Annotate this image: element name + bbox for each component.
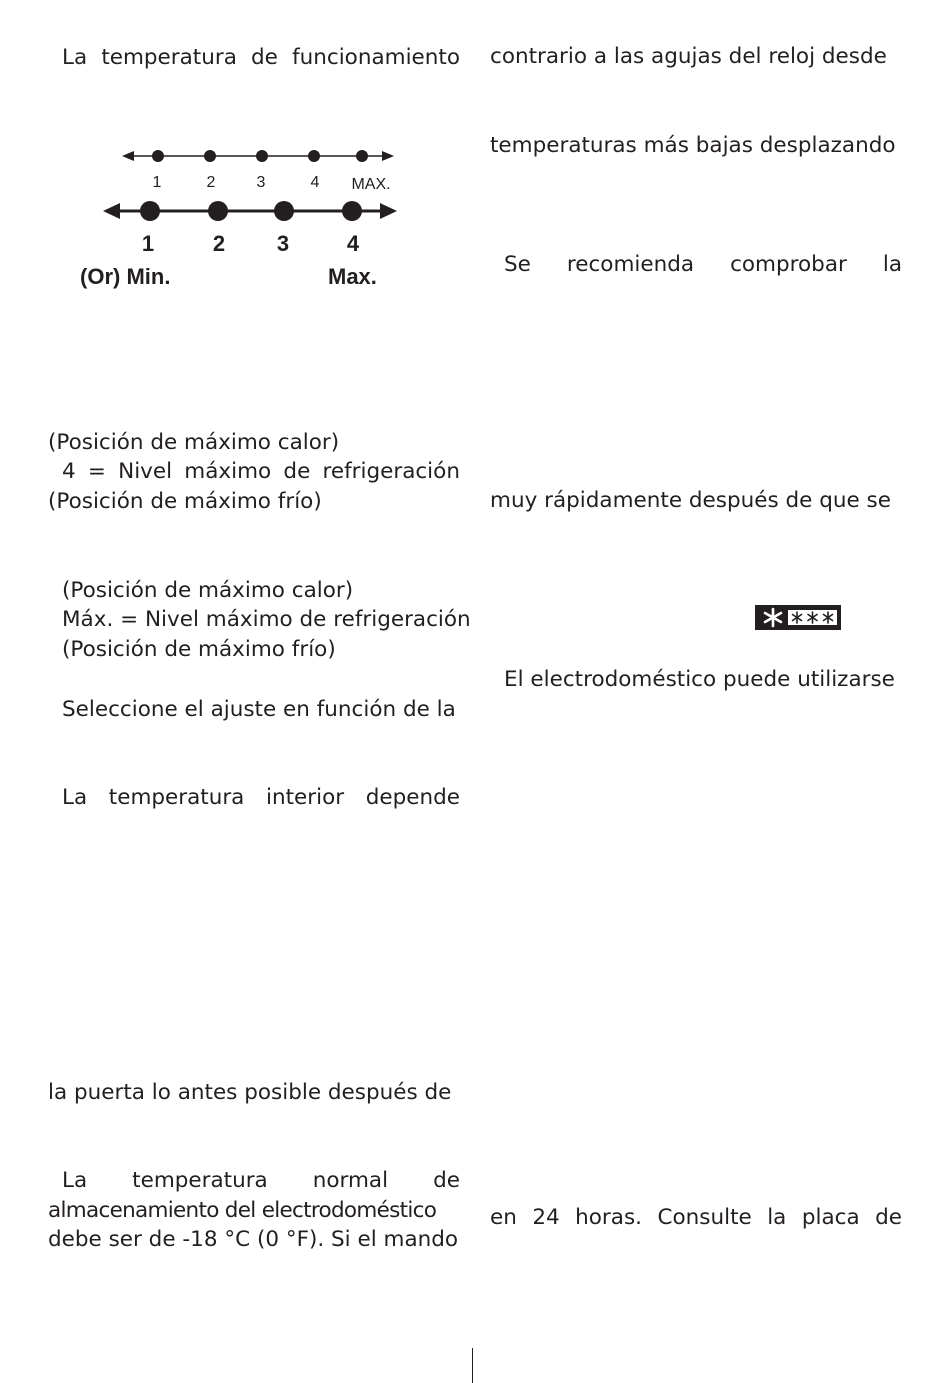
word: de — [433, 1168, 460, 1193]
word: temperatura — [101, 45, 237, 70]
word: la — [767, 1205, 787, 1230]
large-scale-dot — [274, 201, 294, 221]
freezer-star-rating-icon — [755, 605, 841, 630]
word: la — [882, 252, 902, 277]
word: Nivel — [118, 459, 173, 484]
word: de — [875, 1205, 902, 1230]
text-line: almacenamiento del electrodoméstico — [48, 1198, 437, 1223]
text-line: El electrodoméstico puede utilizarse — [504, 667, 895, 692]
small-scale-label: 3 — [256, 174, 266, 191]
word: funcionamiento — [292, 45, 460, 70]
large-scale-dot — [342, 201, 362, 221]
small-scale-label: 2 — [206, 174, 216, 191]
text-line: Máx. = Nivel máximo de refrigeración — [62, 607, 471, 632]
word: horas. — [575, 1205, 642, 1230]
small-scale-right-arrow-icon — [382, 151, 394, 161]
small-scale-dot — [256, 150, 268, 162]
word: La — [62, 1168, 88, 1193]
large-scale-label: 1 — [141, 231, 155, 256]
min-label: (Or) Min. — [80, 264, 171, 289]
small-scale-dot — [308, 150, 320, 162]
word: Se — [504, 252, 531, 277]
text-line-justified — [62, 1166, 460, 1196]
large-scale-dot — [208, 201, 228, 221]
word: 4 — [62, 459, 76, 484]
text-line-justified — [62, 783, 460, 813]
paragraph-operating-temperature — [62, 43, 460, 73]
text-line-justified — [504, 250, 902, 280]
word: La — [62, 45, 88, 70]
text-line: debe ser de -18 °C (0 °F). Si el mando — [48, 1227, 459, 1252]
word: comprobar — [730, 252, 847, 277]
text-line: (Posición de máximo frío) — [62, 637, 336, 662]
word: normal — [312, 1168, 389, 1193]
word: en — [490, 1205, 517, 1230]
text-line: temperaturas más bajas desplazando — [490, 133, 896, 158]
word: máximo — [184, 459, 272, 484]
small-scale-label: 1 — [152, 174, 162, 191]
word: = — [87, 459, 106, 484]
word: interior — [266, 785, 345, 810]
small-scale-dot — [204, 150, 216, 162]
word: recomienda — [566, 252, 695, 277]
text-line: Seleccione el ajuste en función de la — [62, 697, 456, 722]
small-scale-label: 4 — [310, 174, 320, 191]
text-line: (Posición de máximo calor) — [62, 578, 354, 603]
text-line: contrario a las agujas del reloj desde — [490, 44, 887, 69]
large-scale-left-arrow-icon — [103, 203, 120, 219]
small-scale-label: MAX. — [351, 176, 391, 193]
text-line: muy rápidamente después de que se — [490, 488, 891, 513]
word: de — [283, 459, 311, 484]
word: 24 — [532, 1205, 560, 1230]
word: de — [251, 45, 278, 70]
page-divider — [472, 1348, 473, 1383]
word: temperatura — [108, 785, 245, 810]
word: refrigeración — [322, 459, 460, 484]
large-scale-label: 4 — [346, 231, 360, 256]
max-label: Max. — [328, 264, 377, 289]
small-scale-dot — [152, 150, 164, 162]
text-line: la puerta lo antes posible después de — [48, 1080, 452, 1105]
text-line-justified — [62, 457, 460, 487]
text-line-justified — [490, 1203, 902, 1233]
word: depende — [365, 785, 460, 810]
text-line: (Posición de máximo frío) — [48, 489, 322, 514]
large-scale-label: 2 — [212, 231, 226, 256]
large-scale-label: 3 — [276, 231, 290, 256]
large-scale-dot — [140, 201, 160, 221]
word: Consulte — [657, 1205, 752, 1230]
large-scale-right-arrow-icon — [380, 203, 397, 219]
small-scale-dot — [356, 150, 368, 162]
text-line: (Posición de máximo calor) — [48, 430, 340, 455]
word: La — [62, 785, 88, 810]
word: temperatura — [132, 1168, 268, 1193]
thermostat-dial-diagram — [70, 135, 410, 305]
word: placa — [801, 1205, 860, 1230]
small-scale-left-arrow-icon — [122, 151, 134, 161]
